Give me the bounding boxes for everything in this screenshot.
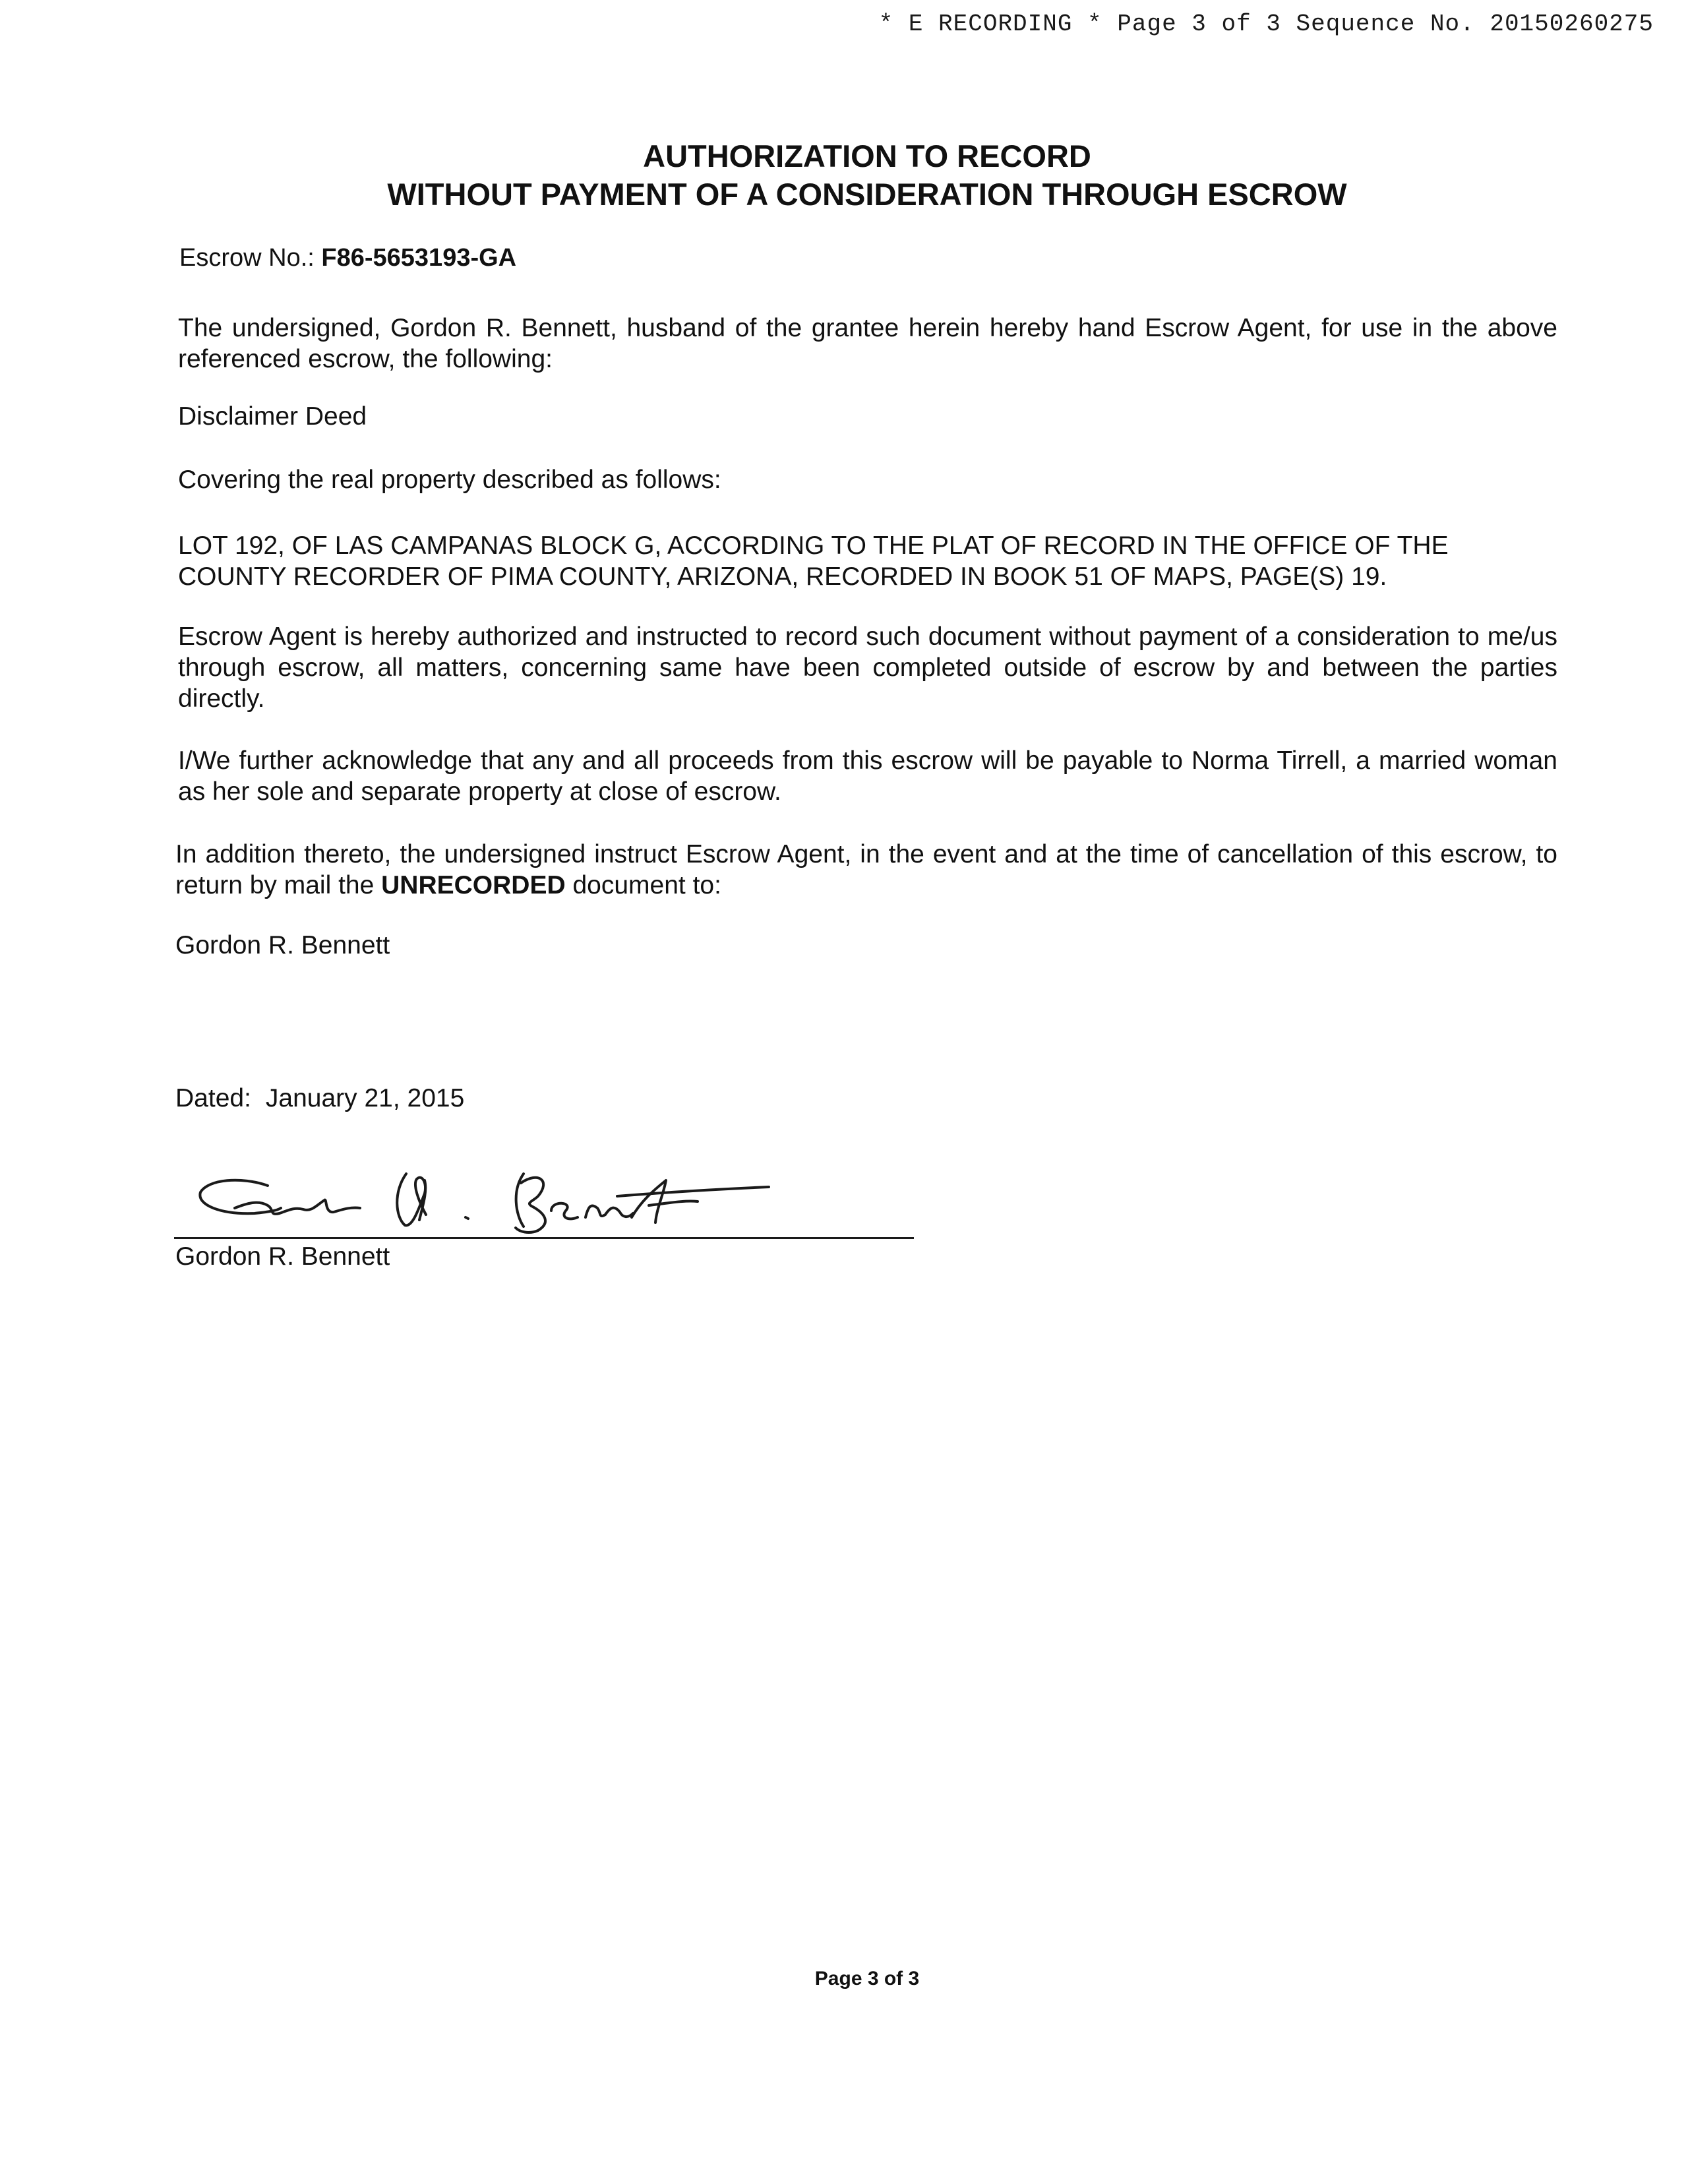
- signature-line: [174, 1237, 914, 1239]
- cancellation-text-start: In addition thereto, the undersigned instruct Escrow Agent, in the event and at the time of cancellation of this escrow, to return by mail the: [175, 840, 1557, 899]
- cancellation-paragraph: [175, 839, 1557, 901]
- recording-stamp: * E RECORDING * Page 3 of 3 Sequence No. 20150260275: [878, 11, 1654, 38]
- escrow-number-line: [179, 244, 516, 272]
- authorization-paragraph: Escrow Agent is hereby authorized and instructed to record such document without payment of a consideration to me/us through escrow, all matters, concerning same have been completed outside of escrow by and between the parties directly.: [178, 622, 1557, 713]
- dated-line: [175, 1084, 464, 1113]
- document-type: Disclaimer Deed: [178, 402, 367, 431]
- intro-paragraph: The undersigned, Gordon R. Bennett, husband of the grantee herein hereby hand Escrow Agent, for use in the above referenced escrow, the following:: [178, 314, 1557, 373]
- cancellation-text-end: document to:: [565, 871, 721, 899]
- escrow-label: Escrow No.:: [179, 244, 315, 272]
- acknowledgement-paragraph: I/We further acknowledge that any and all proceeds from this escrow will be payable to Norma Tirrell, a married woman as her sole and separate property at close of escrow.: [178, 746, 1557, 806]
- page-footer: Page 3 of 3: [814, 1968, 920, 1989]
- dated-label: Dated:: [175, 1084, 251, 1112]
- dated-value: January 21, 2015: [265, 1084, 465, 1112]
- unrecorded-emphasis: UNRECORDED: [381, 871, 566, 899]
- signer-name: Gordon R. Bennett: [175, 1242, 390, 1271]
- return-recipient: Gordon R. Bennett: [175, 931, 390, 959]
- escrow-number: F86-5653193-GA: [321, 244, 517, 272]
- legal-description: LOT 192, OF LAS CAMPANAS BLOCK G, ACCORDING TO THE PLAT OF RECORD IN THE OFFICE OF THE COUNTY RECORDER OF PIMA COUNTY, ARIZONA, RECORDED IN BOOK 51 OF MAPS, PAGE(S) 19.: [178, 531, 1449, 591]
- document-subtitle: WITHOUT PAYMENT OF A CONSIDERATION THROUGH ESCROW: [387, 177, 1347, 212]
- document-title: AUTHORIZATION TO RECORD: [643, 138, 1091, 173]
- covering-statement: Covering the real property described as follows:: [178, 466, 721, 494]
